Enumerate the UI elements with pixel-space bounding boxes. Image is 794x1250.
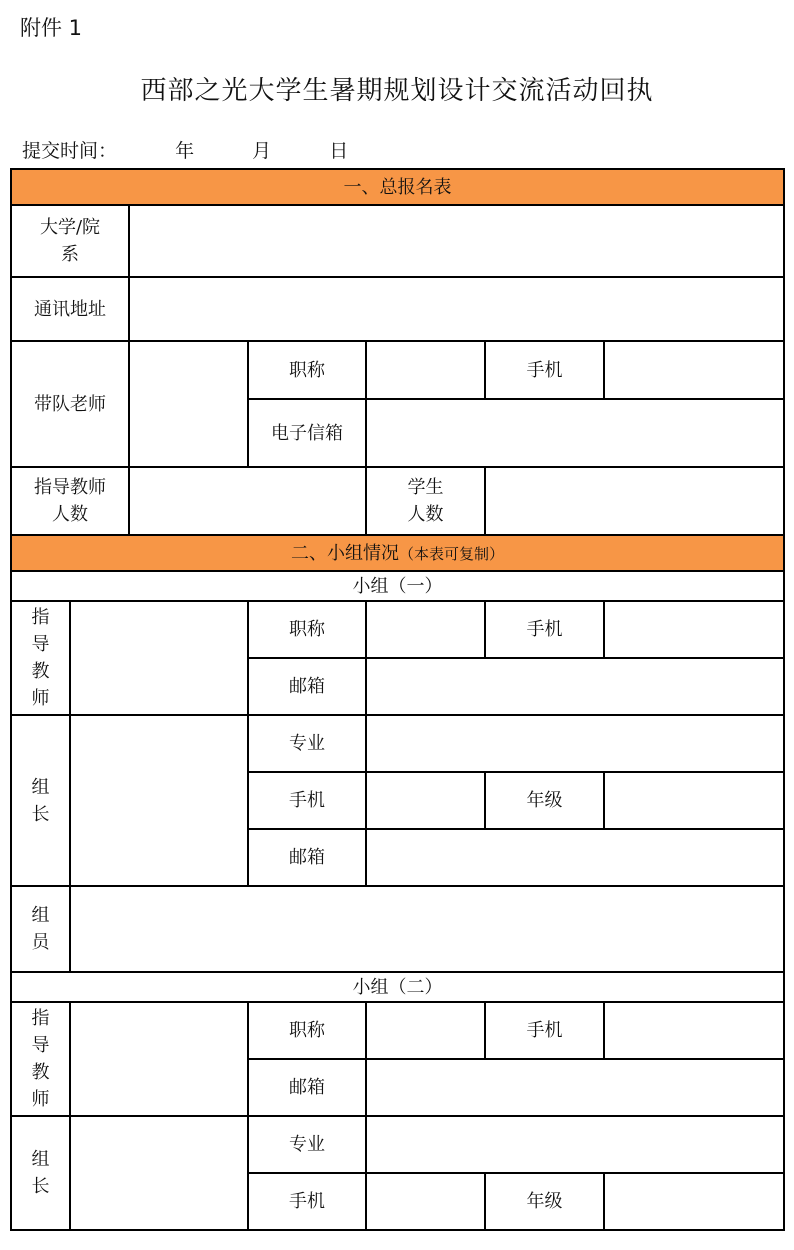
group2-instructor-field[interactable]	[70, 1002, 248, 1116]
instructor-count-field[interactable]	[129, 467, 366, 535]
group1-major-field[interactable]	[366, 715, 784, 772]
teacher-phone-label: 手机	[485, 341, 604, 399]
teacher-email-field[interactable]	[366, 399, 784, 467]
group2-leader-label: 组长	[11, 1116, 70, 1230]
submit-year-label: 年	[175, 140, 195, 162]
group2-title: 小组（二）	[11, 972, 784, 1002]
attachment-label: 附件 1	[20, 16, 83, 40]
group1-title-label: 职称	[248, 601, 366, 658]
address-field[interactable]	[129, 277, 784, 341]
student-count-label: 学生人数	[366, 467, 485, 535]
group2-title-label: 职称	[248, 1002, 366, 1059]
teacher-email-label: 电子信箱	[248, 399, 366, 467]
group1-leader-field[interactable]	[70, 715, 248, 886]
student-count-field[interactable]	[485, 467, 784, 535]
group1-leader-mail-field[interactable]	[366, 829, 784, 886]
group2-leader-phone-field[interactable]	[366, 1173, 485, 1230]
group1-grade-label: 年级	[485, 772, 604, 829]
registration-form-table	[10, 168, 785, 1231]
address-label: 通讯地址	[11, 277, 129, 341]
group2-major-field[interactable]	[366, 1116, 784, 1173]
submit-month-label: 月	[252, 140, 272, 162]
submit-time-label: 提交时间：	[22, 140, 118, 162]
group1-phone-field[interactable]	[604, 601, 784, 658]
teacher-phone-field[interactable]	[604, 341, 784, 399]
page-title: 西部之光大学生暑期规划设计交流活动回执	[140, 76, 654, 106]
section1-header: 一、总报名表	[11, 169, 784, 205]
group2-mail-label: 邮箱	[248, 1059, 366, 1116]
group1-leader-label: 组长	[11, 715, 70, 886]
group1-mail-label: 邮箱	[248, 658, 366, 715]
group2-title-field[interactable]	[366, 1002, 485, 1059]
leader-teacher-label: 带队老师	[11, 341, 129, 467]
group1-members-field[interactable]	[70, 886, 784, 972]
university-field[interactable]	[129, 205, 784, 277]
group2-leader-field[interactable]	[70, 1116, 248, 1230]
instructor-count-label: 指导教师人数	[11, 467, 129, 535]
group1-major-label: 专业	[248, 715, 366, 772]
group1-instructor-field[interactable]	[70, 601, 248, 715]
group1-grade-field[interactable]	[604, 772, 784, 829]
group2-phone-field[interactable]	[604, 1002, 784, 1059]
group1-title-field[interactable]	[366, 601, 485, 658]
university-label: 大学/院系	[11, 205, 129, 277]
group1-leader-phone-field[interactable]	[366, 772, 485, 829]
group2-instructor-label: 指导教师	[11, 1002, 70, 1116]
group1-phone-label: 手机	[485, 601, 604, 658]
group2-leader-phone-label: 手机	[248, 1173, 366, 1230]
group1-mail-field[interactable]	[366, 658, 784, 715]
section2-header	[11, 535, 784, 571]
group1-leader-mail-label: 邮箱	[248, 829, 366, 886]
group2-major-label: 专业	[248, 1116, 366, 1173]
section2-title: 二、小组情况	[290, 542, 399, 564]
group2-grade-label: 年级	[485, 1173, 604, 1230]
submit-time-line	[22, 136, 362, 163]
submit-day-label: 日	[329, 140, 349, 162]
group1-instructor-label: 指导教师	[11, 601, 70, 715]
teacher-title-label: 职称	[248, 341, 366, 399]
group1-title: 小组（一）	[11, 571, 784, 601]
group2-grade-field[interactable]	[604, 1173, 784, 1230]
group2-mail-field[interactable]	[366, 1059, 784, 1116]
section2-note: （本表可复制）	[398, 544, 504, 563]
teacher-title-field[interactable]	[366, 341, 485, 399]
leader-teacher-field[interactable]	[129, 341, 248, 467]
group2-phone-label: 手机	[485, 1002, 604, 1059]
group1-members-label: 组员	[11, 886, 70, 972]
group1-leader-phone-label: 手机	[248, 772, 366, 829]
